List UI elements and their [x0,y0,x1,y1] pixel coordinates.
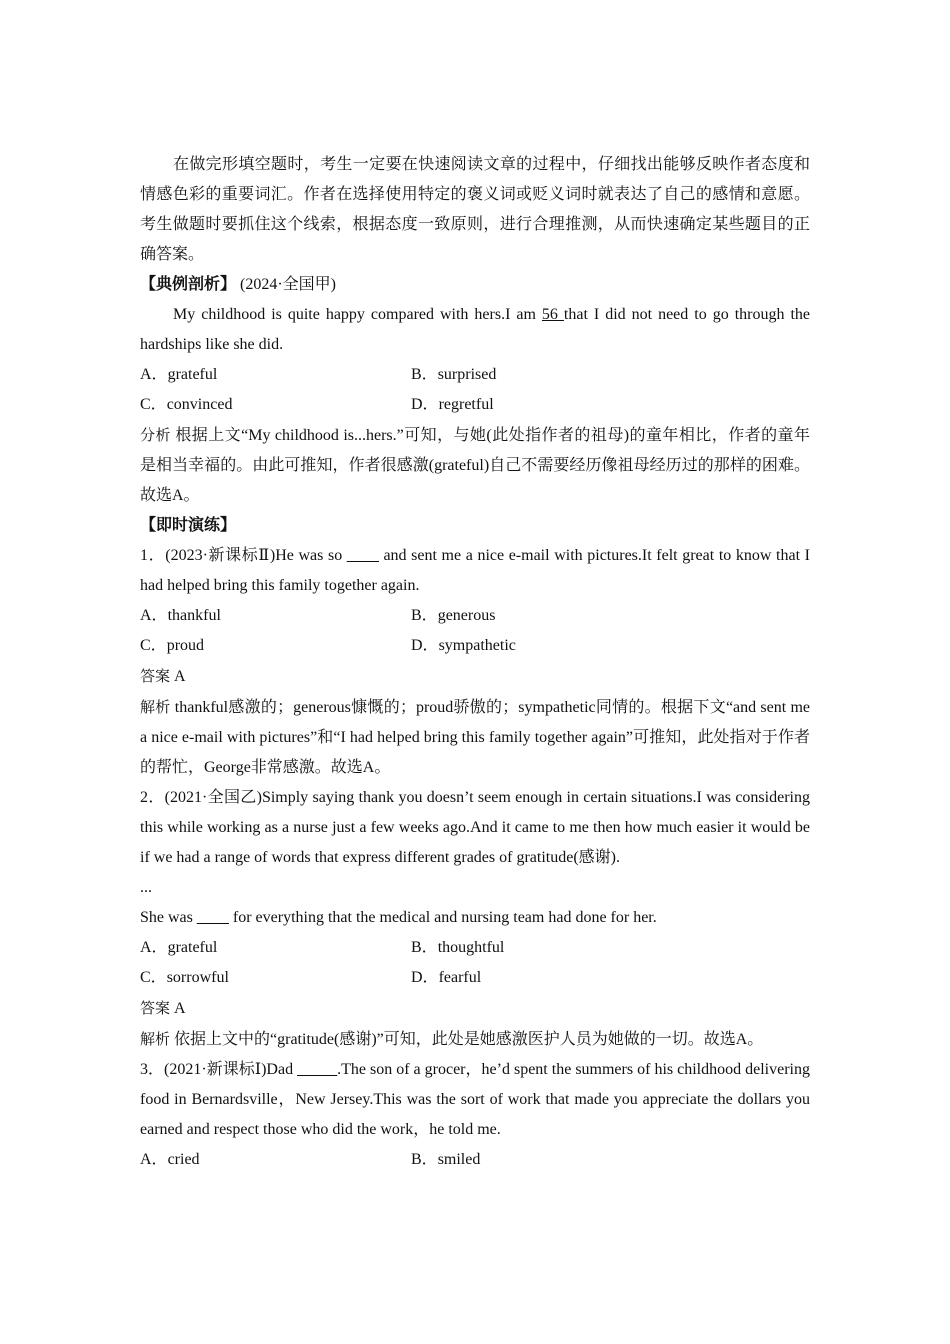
question-2-answer: 答案 A [140,999,186,1017]
question-2-passage: 2．(2021·全国乙)Simply saying thank you doesn’t seem enough in certain situations.I was considering this while working as a nurse just a few weeks ago.And it came to me then how much easier it would be if we had a range of words that express different grades of gratitude(感谢). [140,789,810,866]
intro-paragraph: 在做完形填空题时，考生一定要在快速阅读文章的过程中，仔细找出能够反映作者态度和情感色彩的重要词汇。作者在选择使用特定的褒义词或贬义词时就表达了自己的感情和意愿。考生做题时要抓住这个线索，根据态度一致原则，进行合理推测，从而快速确定某些题目的正确答案。 [140,156,810,263]
option-b: B．surprised [411,366,497,383]
question-2-options-row-2 [140,963,810,993]
analysis-label: 分析 [140,426,171,444]
question-1-analysis: 解析 thankful感激的；generous慷慨的；proud骄傲的；sympathetic同情的。根据下文“and sent me a nice e-mail with pictures”和“I had helped bring this family together again”可推知，此处指对于作者的帮忙，George非常感激。故选A。 [140,698,810,776]
question-3-options-row-1 [140,1145,810,1175]
option-d: D．sympathetic [411,637,516,654]
question-1-blank: ____ [346,547,379,564]
question-2-blank: ____ [196,909,229,926]
question-2-stem: She was ____ for everything that the medical and nursing team had done for her. [140,909,657,926]
option-a: A．cried [140,1151,200,1168]
question-1-stem: 1．(2023·新课标Ⅱ)He was so ____ and sent me a nice e-mail with pictures.It felt great to know that I had helped bring this family together again. [140,547,810,594]
question-2-ellipsis: ... [140,879,152,896]
example-blank: 56 [541,306,564,323]
example-analysis: 分析 根据上文“My childhood is...hers.”可知，与她(此处指作者的祖母)的童年相比，作者的童年是相当幸福的。由此可推知，作者很感激(grateful)自己不需要经历像祖母经历过的那样的困难。故选A。 [140,426,810,504]
option-a: A．grateful [140,366,218,383]
question-1-options-row-2 [140,631,810,661]
option-c: C．convinced [140,396,233,413]
question-3-blank: _____ [297,1061,338,1078]
example-options-row-2 [140,390,810,420]
option-b: B．thoughtful [411,939,505,956]
example-heading: 【典例剖析】 [140,276,237,293]
question-2-analysis: 解析 依据上文中的“gratitude(感谢)”可知，此处是她感激医护人员为她做的一切。故选A。 [140,1030,764,1048]
option-b: B．smiled [411,1151,481,1168]
content [140,150,810,1175]
option-a: A．grateful [140,939,218,956]
question-1-answer: 答案 A [140,667,186,685]
question-3-stem: 3．(2021·新课标Ⅰ)Dad _____.The son of a grocer，he’d spent the summers of his childhood delivering food in Bernardsville，New Jersey.This was the sort of work that made you appreciate the dollars you earned and respect those who did the work，he told me. [140,1061,810,1138]
option-c: C．proud [140,637,205,654]
option-a: A．thankful [140,607,221,624]
option-b: B．generous [411,607,496,624]
option-c: C．sorrowful [140,969,229,986]
example-passage: My childhood is quite happy compared with hers.I am 56 that I did not need to go through the hardships like she did. [140,306,810,353]
example-options-row-1 [140,360,810,390]
example-source: (2024·全国甲) [240,276,337,293]
practice-heading: 【即时演练】 [140,517,237,534]
example-heading-line [140,270,810,300]
option-d: D．fearful [411,969,482,986]
option-d: D．regretful [411,396,494,413]
question-2-options-row-1 [140,933,810,963]
question-1-options-row-1 [140,601,810,631]
